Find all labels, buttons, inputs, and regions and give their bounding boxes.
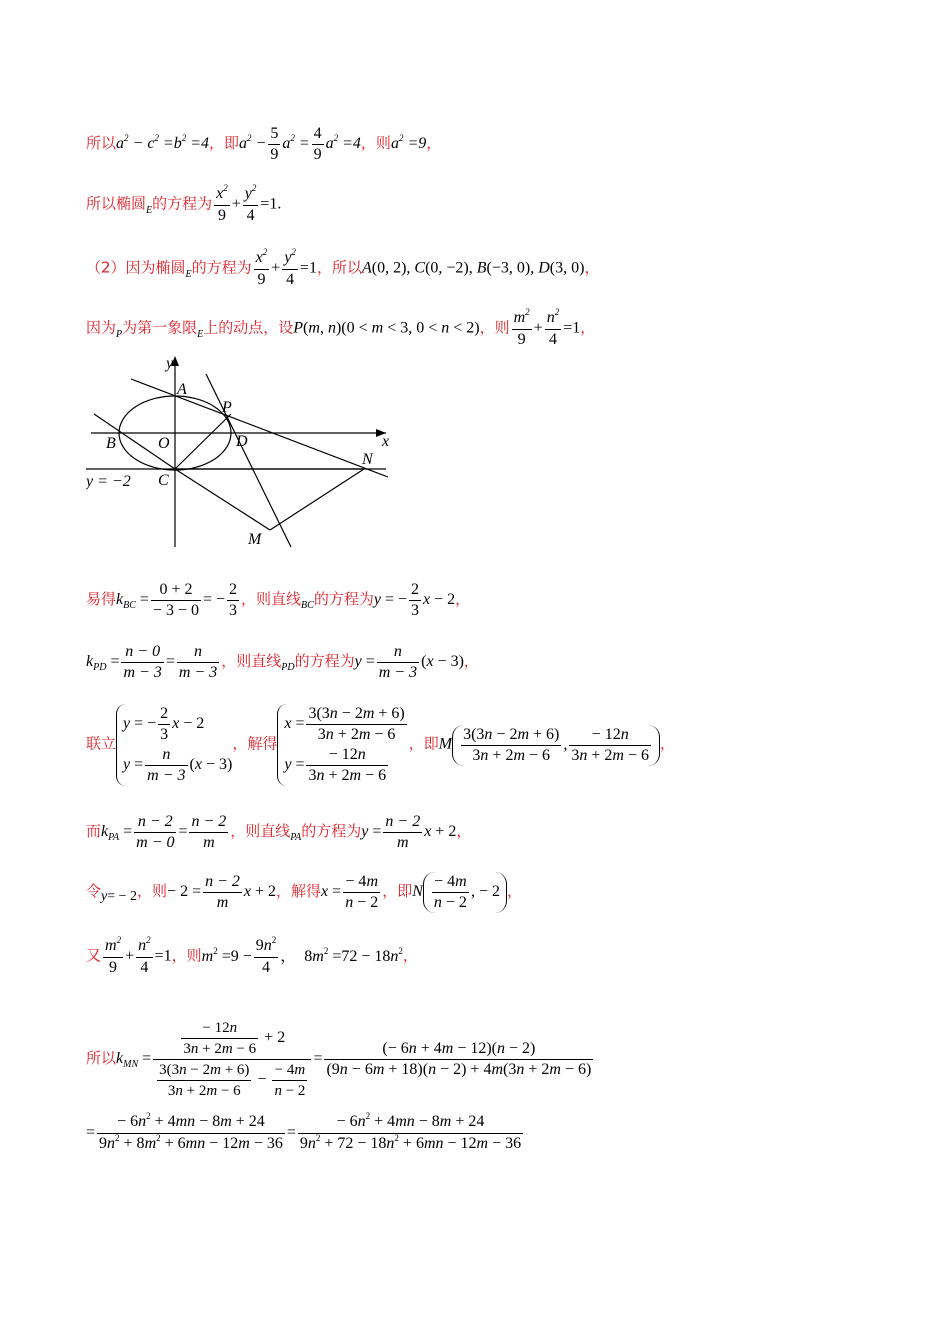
line-8: 而$k_{PA}$ = $\frac{n - 2}{m - 0}$ = $\frac{n - 2}{m}$ ，则直线$_{PA}$的方程为y = $\frac{n - 2}{m}$ x + 2， [86,813,472,851]
text: ，解得 [232,734,278,753]
line-7: 联立 y = − $\frac{2}{3}$ x − 2 y = $\frac{n}{m - 3}$ (x − 3) ，解得 x = $\frac{3(3n - 2m + 6)}{3n + 2m - 6}$ y = $\frac{- 12n}{3n + 2m - 6}$ ，即M $\frac{3(3n - 2m + 6)}{3n + 2m - 6}$ , $\frac{- 12n}{3n + 2m - 6}$ ， [86,705,676,784]
fraction: $\frac{y^2}{4}$ [244,183,257,224]
text: ，解得 [276,882,322,901]
line-1: 所以$a^2 - c^2 =b^2 =4$，即$a^2$ − $\frac{5}{9}$ $a^2$ = $\frac{4}{9}$ $a^2 =4$，则$a^2 =9$， [86,125,442,163]
line-3: （2）因为椭圆$_E$的方程为 $\frac{x^2}{9}$ + $\frac{y^2}{4}$ =1，所以A(0, 2), C(0, −2), B(−3, 0), D(3, 0)， [86,247,600,288]
text: ，则 [360,134,391,153]
text: 所以 [86,1049,117,1068]
label-a: A [177,381,187,398]
label-e: E [146,204,153,216]
math: A(0, 2), C(0, −2), B(−3, 0), D(3, 0) [361,259,585,277]
fraction: $\frac{2}{3}$ [229,581,238,619]
text: ， [426,134,442,153]
cond: y= − 2 [101,889,138,905]
text: ，则直线 [241,590,302,609]
label-e: E [185,268,192,280]
text: ，即 [209,134,240,153]
ellipse-figure [86,352,396,552]
fraction: $\frac{n^2}{4}$ [138,935,151,976]
complex-fraction: $\frac{- 12n}{3n + 2m - 6}$ + 2 $\frac{3(3n - 2m + 6)}{3n + 2m - 6}$ − $\frac{- 4m}{n - 2}$ [153,1018,311,1101]
text: ，则直线 [221,652,282,671]
text: ，则 [479,318,510,337]
point-m: $\frac{3(3n - 2m + 6)}{3n + 2m - 6}$ , $\frac{- 12n}{3n + 2m - 6}$ [452,725,660,766]
solution-brace: x = $\frac{3(3n - 2m + 6)}{3n + 2m - 6}$ y = $\frac{- 12n}{3n + 2m - 6}$ [277,704,408,786]
fraction: $\frac{0 + 2}{- 3 - 0}$ [152,581,199,619]
text: 所以椭圆 [86,194,147,213]
text: 所以 [86,134,117,153]
text: ，则 [171,946,202,965]
fraction: $\frac{5}{9}$ [270,125,279,163]
point-n: $\frac{- 4m}{n - 2}$ , − 2 [423,872,507,913]
fraction: $\frac{m^2}{9}$ [105,935,122,976]
line-2: 所以椭圆$_E$的方程为 $\frac{x^2}{9}$ + $\frac{y^2}{4}$ =1. [86,183,282,224]
line-11: 所以$k_{MN}$ = $\frac{- 12n}{3n + 2m - 6}$ + 2 $\frac{3(3n - 2m + 6)}{3n + 2m - 6}$ − $\frac{- 4m}{n - 2}$ = $\frac{(- 6n + 4m - 12)(n - 2)}{(9n - 6m + 18)(n - 2) + 4m(3n + 2m - 6)}$ [86,1020,592,1099]
fraction: $\frac{- 6n^2 + 4mn - 8m + 24}{9n^2 + 72 - 18n^2 + 6mn - 12m - 36}$ [299,1111,522,1152]
label-o: O [158,435,170,452]
text: 又 [86,946,102,965]
line-9: 令y= − 2，则− 2 = $\frac{n - 2}{m}$ x + 2，解得x = $\frac{- 4m}{n - 2}$ ，即N $\frac{- 4m}{n - 2}$ , − 2 ， [86,873,522,911]
system-brace: y = − $\frac{2}{3}$ x − 2 y = $\frac{n}{m - 3}$ (x − 3) [116,704,232,786]
label-n: N [362,451,373,468]
text: 的方程为 [313,590,374,609]
label-b: B [106,435,116,452]
line-pd [206,374,291,547]
fraction: $\frac{x^2}{9}$ [255,247,268,288]
line-ap [131,379,388,477]
text: 令 [86,882,102,901]
text: ，则直线 [230,822,291,841]
text: ，则 [137,882,168,901]
text: 易得 [86,590,117,609]
line-cm [175,469,270,530]
text: 而 [86,822,102,841]
fraction: $\frac{- 4m}{n - 2}$ [345,873,379,911]
text: 的方程为 [301,822,362,841]
line-10: 又 $\frac{m^2}{9}$ + $\frac{n^2}{4}$ =1，则$m^2 =9$ − $\frac{9n^2}{4}$ ， $8m^2 =72 - 18n^2$， [86,935,418,976]
text: 上的动点，设 [203,318,294,337]
label-e: E [197,328,204,340]
text: （2）因为椭圆 [86,258,186,277]
math: $a^2 - c^2 =b^2 =4$ [116,133,210,153]
fraction: $\frac{2}{3}$ [411,581,419,619]
fraction: $\frac{n^2}{4}$ [546,307,560,348]
line-mn [270,469,364,530]
text: 的方程为 [191,258,252,277]
fraction: $\frac{n - 2}{m}$ [191,813,227,851]
fraction: $\frac{n}{m - 3}$ [178,643,218,681]
fraction: $\frac{(- 6n + 4m - 12)(n - 2)}{(9n - 6m + 18)(n - 2) + 4m(3n + 2m - 6)}$ [326,1040,592,1078]
math: P(m, n)(0 < m < 3, 0 < n < 2) [293,319,480,337]
fraction: $\frac{m^2}{9}$ [513,307,530,348]
fraction: $\frac{n - 2}{m}$ [205,873,240,911]
text: 的方程为 [294,652,355,671]
text: ，即 [382,882,413,901]
fraction: $\frac{y^2}{4}$ [284,247,296,288]
fraction: $\frac{n - 0}{m - 3}$ [123,643,162,681]
fraction: $\frac{4}{9}$ [313,125,322,163]
label-line-y: y = −2 [86,473,131,490]
text: 的方程为 [152,194,213,213]
math: $a^2$ − [239,133,267,153]
text: 联立 [86,734,117,753]
fraction: $\frac{- 6n^2 + 4mn - 8m + 24}{9n^2 + 8m^2 + 6mn - 12m - 36}$ [99,1111,283,1152]
line-5: 易得$k_{BC}$ = $\frac{0 + 2}{- 3 - 0}$ = − $\frac{2}{3}$ ，则直线$_{BC}$的方程为y = − $\frac{2}{3}$ x − 2， [86,581,471,619]
label-m: M [248,531,262,548]
label-bc: BC [301,600,314,612]
label-p: P [116,328,123,340]
line-6: $k_{PD}$ = $\frac{n - 0}{m - 3}$ = $\frac{n}{m - 3}$ ，则直线$_{PD}$的方程为y = $\frac{n}{m - 3}$ (x − 3)， [86,643,479,681]
label-x: x [382,433,390,450]
label-pd: PD [281,662,295,674]
fraction: $\frac{n - 2}{m}$ [385,813,421,851]
fraction: $\frac{x^2}{9}$ [216,183,228,224]
label-y: y [166,355,174,372]
line-12: = $\frac{- 6n^2 + 4mn - 8m + 24}{9n^2 + 8m^2 + 6mn - 12m - 36}$ = $\frac{- 6n^2 + 4mn - 8m + 24}{9n^2 + 72 - 18n^2 + 6mn - 12m - 36}$ [86,1112,525,1155]
line-cp [175,414,231,469]
label-c: C [158,472,169,489]
fraction: $\frac{9n^2}{4}$ [255,935,277,976]
label-d: D [236,433,248,450]
text: 因为 [86,318,117,337]
line-4: 因为$_P$为第一象限$_E$上的动点，设P(m, n)(0 < m < 3, 0 < n < 2)，则 $\frac{m^2}{9}$ + $\frac{n^2}{4}$ =1， [86,307,596,348]
fraction: $\frac{n - 2}{m - 0}$ [136,813,175,851]
text: 为第一象限 [122,318,198,337]
text: ，所以 [316,258,362,277]
fraction: $\frac{n}{m - 3}$ [378,643,418,681]
label-p: P [222,399,232,416]
text: ，即 [408,734,439,753]
label-pa: PA [290,832,302,844]
